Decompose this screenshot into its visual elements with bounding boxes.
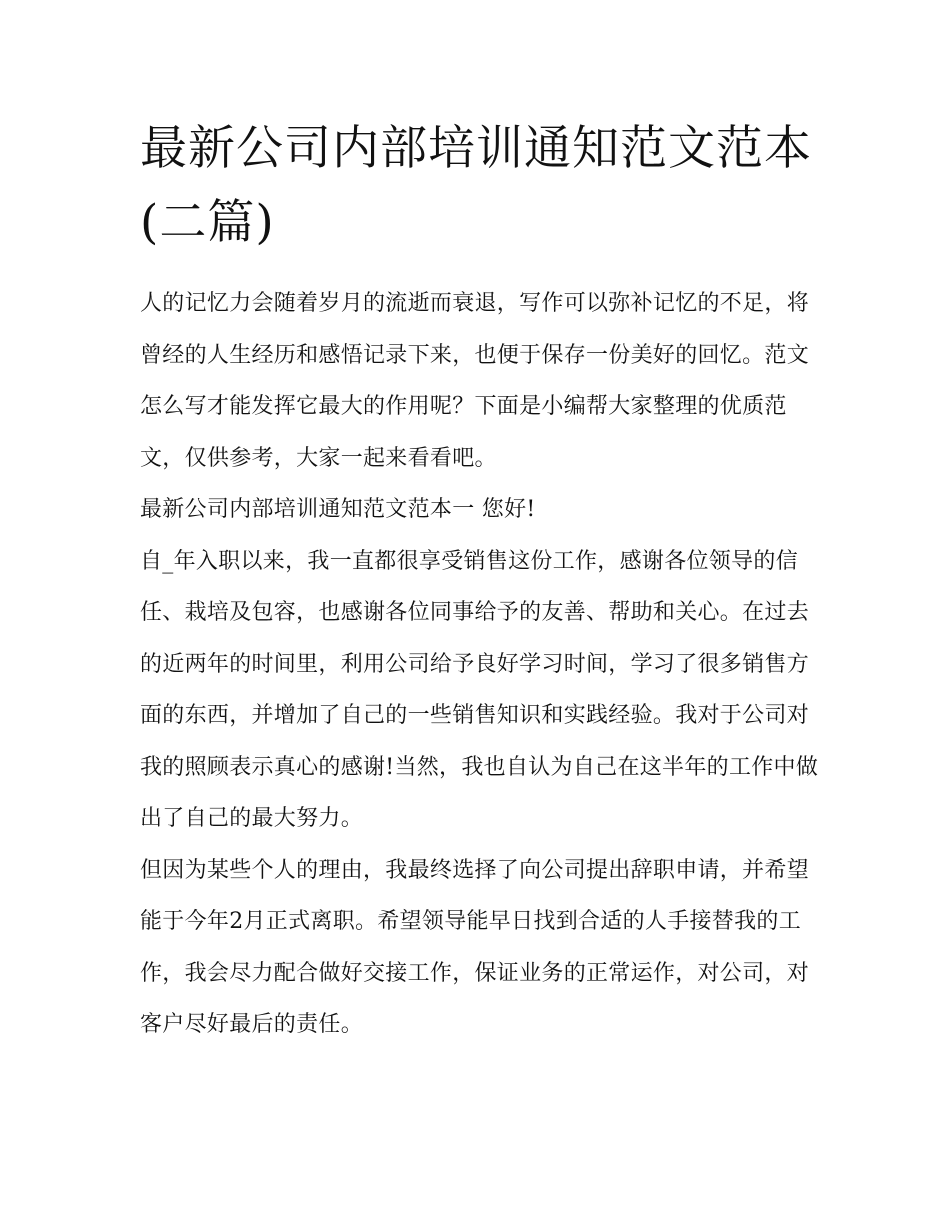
- body-paragraph-2: 但因为某些个人的理由，我最终选择了向公司提出辞职申请，并希望能于今年2月正式离职。希望领导能早日找到合适的人手接替我的工作，我会尽力配合做好交接工作，保证业务的正常运作，对公司，对客户尽好最后的责任。: [140, 857, 810, 1037]
- body-paragraph-1: 自_年入职以来，我一直都很享受销售这份工作，感谢各位领导的信任、栽培及包容，也感谢各位同事给予的友善、帮助和关心。在过去的近两年的时间里，利用公司给予良好学习时间，学习了很多销售方面的东西，并增加了自己的一些销售知识和实践经验。我对于公司对我的照顾表示真心的感谢!当然，我也自认为自己在这半年的工作中做出了自己的最大努力。: [140, 548, 819, 831]
- intro-paragraph: 人的记忆力会随着岁月的流逝而衰退，写作可以弥补记忆的不足，将曾经的人生经历和感悟记录下来，也便于保存一份美好的回忆。范文怎么写才能发挥它最大的作用呢？下面是小编帮大家整理的优质范文，仅供参考，大家一起来看看吧。: [140, 291, 810, 471]
- document-title: 最新公司内部培训通知范文范本(二篇): [140, 121, 812, 250]
- section-heading-paragraph: 最新公司内部培训通知范文范本一 您好!: [140, 497, 536, 522]
- document-body: [140, 278, 820, 1051]
